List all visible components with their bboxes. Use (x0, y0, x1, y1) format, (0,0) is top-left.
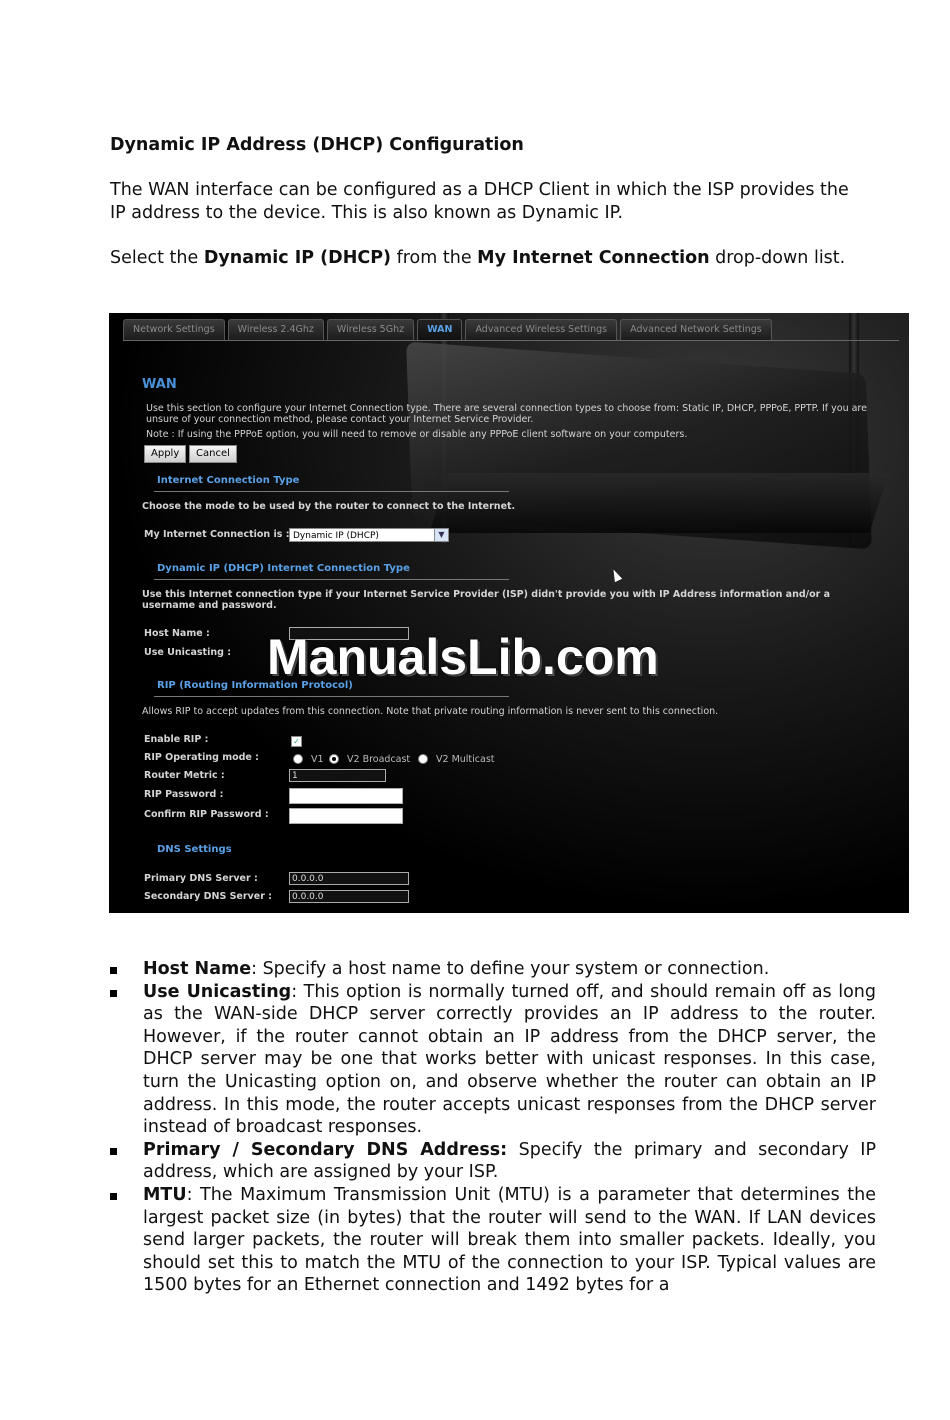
bullet-text: : Specify a host name to define your system or connection. (251, 959, 770, 979)
router-metric-input[interactable]: 1 (289, 769, 386, 782)
rip-v1-label: V1 (311, 754, 324, 765)
my-connection-label: My Internet Connection is : (144, 529, 290, 540)
select-instruction-paragraph (110, 247, 870, 270)
tab-divider (123, 340, 899, 341)
cancel-button[interactable]: Cancel (189, 445, 237, 463)
primary-dns-input[interactable]: 0.0.0.0 (289, 872, 409, 885)
rip-password-input[interactable] (289, 788, 403, 804)
ict-description: Choose the mode to be used by the router to connect to the Internet. (142, 501, 516, 512)
intro-paragraph: The WAN interface can be configured as a DHCP Client in which the ISP provides the IP address to the device. This is also known as Dynamic IP. (110, 180, 849, 223)
rip-v2-broadcast-radio[interactable] (329, 754, 339, 764)
section-dhcp-type: Dynamic IP (DHCP) Internet Connection Type (157, 563, 410, 574)
bullet-term: Primary / Secondary DNS Address: (143, 1139, 508, 1160)
watermark: ManualsLib.com (267, 629, 659, 685)
rip-v1-radio[interactable] (293, 754, 303, 764)
para-bold-dhcp: Dynamic IP (DHCP) (203, 248, 392, 268)
section-rip: RIP (Routing Information Protocol) (157, 680, 353, 691)
list-item (110, 1184, 876, 1297)
confirm-rip-password-label: Confirm RIP Password : (144, 809, 269, 820)
secondary-dns-input[interactable]: 0.0.0.0 (289, 890, 409, 903)
para-bold-connection: My Internet Connection (477, 248, 710, 268)
rip-v2-multicast-radio[interactable] (418, 754, 428, 764)
para-text: drop-down list. (709, 248, 846, 268)
list-item (110, 1139, 876, 1184)
bullet-icon (110, 1148, 117, 1155)
wan-intro-text: Use this section to configure your Internet Connection type. There are several connection types to choose from: Static IP, DHCP, PPPoE, PPTP. If you are unsure of your connection method, please contact your Internet Service Provider. (146, 403, 867, 425)
bullet-term: MTU (143, 1184, 187, 1205)
tab-network-settings[interactable]: Network Settings (123, 319, 225, 340)
wan-title: WAN (142, 377, 177, 392)
rip-password-label: RIP Password : (144, 789, 224, 800)
tab-bar (123, 319, 775, 341)
section-divider (154, 696, 509, 697)
router-wan-screenshot (109, 313, 909, 913)
apply-button[interactable]: Apply (144, 445, 186, 463)
section-divider (154, 579, 509, 580)
bullet-icon (110, 1193, 117, 1200)
list-item (110, 958, 876, 981)
section-dns-settings: DNS Settings (157, 844, 232, 855)
primary-dns-label: Primary DNS Server : (144, 873, 258, 884)
host-name-label: Host Name : (144, 628, 210, 639)
my-connection-select[interactable] (289, 528, 449, 542)
bullet-text: : This option is normally turned off, and should remain off as long as the WAN-side DHCP server correctly provides an IP address to the router. However, if the router cannot obtain an IP address from the DHCP server, the DHCP server may be one that works better with unicast responses. In this case, turn the Unicasting option on, and observe whether the router can obtain an IP address. In this mode, the router accepts unicast responses from the DHCP server instead of broadcast responses. (143, 981, 876, 1138)
chevron-down-icon[interactable]: ▼ (434, 529, 448, 541)
rip-description: Allows RIP to accept updates from this connection. Note that private routing information is never sent to this connection. (142, 706, 719, 717)
list-item (110, 981, 876, 1139)
bullet-icon (110, 967, 117, 974)
tab-wan[interactable]: WAN (417, 319, 462, 340)
para-text: from the (391, 248, 478, 268)
bullet-text: Specify the primary and secondary IP address, which are assigned by your ISP. (143, 1139, 876, 1183)
rip-v2-multicast-label: V2 Multicast (436, 754, 495, 765)
rip-mode-label: RIP Operating mode : (144, 752, 259, 763)
enable-rip-label: Enable RIP : (144, 734, 209, 745)
my-connection-value: Dynamic IP (DHCP) (293, 531, 379, 541)
tab-advanced-network[interactable]: Advanced Network Settings (620, 319, 772, 340)
bullet-term: Use Unicasting (143, 981, 292, 1002)
confirm-rip-password-input[interactable] (289, 808, 403, 824)
dhcp-description: Use this Internet connection type if your Internet Service Provider (ISP) didn't provide you with IP Address information and/or a username and password. (142, 589, 831, 611)
bullet-text: : The Maximum Transmission Unit (MTU) is a parameter that determines the largest packet size (in bytes) that the router will send to the WAN. If LAN devices send larger packets, the router will break them into smaller packets. Ideally, you should set this to match the MTU of the connection to your ISP. Typical values are 1500 bytes for an Ethernet connection and 1492 bytes for a (143, 1184, 876, 1296)
enable-rip-checkbox[interactable]: ✓ (291, 736, 302, 747)
section-divider (154, 491, 509, 492)
router-metric-label: Router Metric : (144, 770, 225, 781)
para-text: Select the (110, 248, 204, 268)
tab-wireless-5ghz[interactable]: Wireless 5Ghz (327, 319, 414, 340)
tab-wireless-24ghz[interactable]: Wireless 2.4Ghz (228, 319, 324, 340)
mouse-cursor-icon (610, 568, 622, 582)
pppoe-note-text: Note : If using the PPPoE option, you will need to remove or disable any PPPoE client software on your computers. (146, 429, 688, 440)
tab-advanced-wireless[interactable]: Advanced Wireless Settings (465, 319, 617, 340)
section-internet-connection-type: Internet Connection Type (157, 475, 300, 486)
bullet-icon (110, 990, 117, 997)
rip-v2-broadcast-label: V2 Broadcast (347, 754, 411, 765)
section-heading: Dynamic IP Address (DHCP) Configuration (110, 135, 524, 155)
use-unicasting-label: Use Unicasting : (144, 647, 232, 658)
bullet-list (110, 958, 876, 1297)
secondary-dns-label: Secondary DNS Server : (144, 891, 272, 902)
bullet-term: Host Name (143, 959, 252, 979)
